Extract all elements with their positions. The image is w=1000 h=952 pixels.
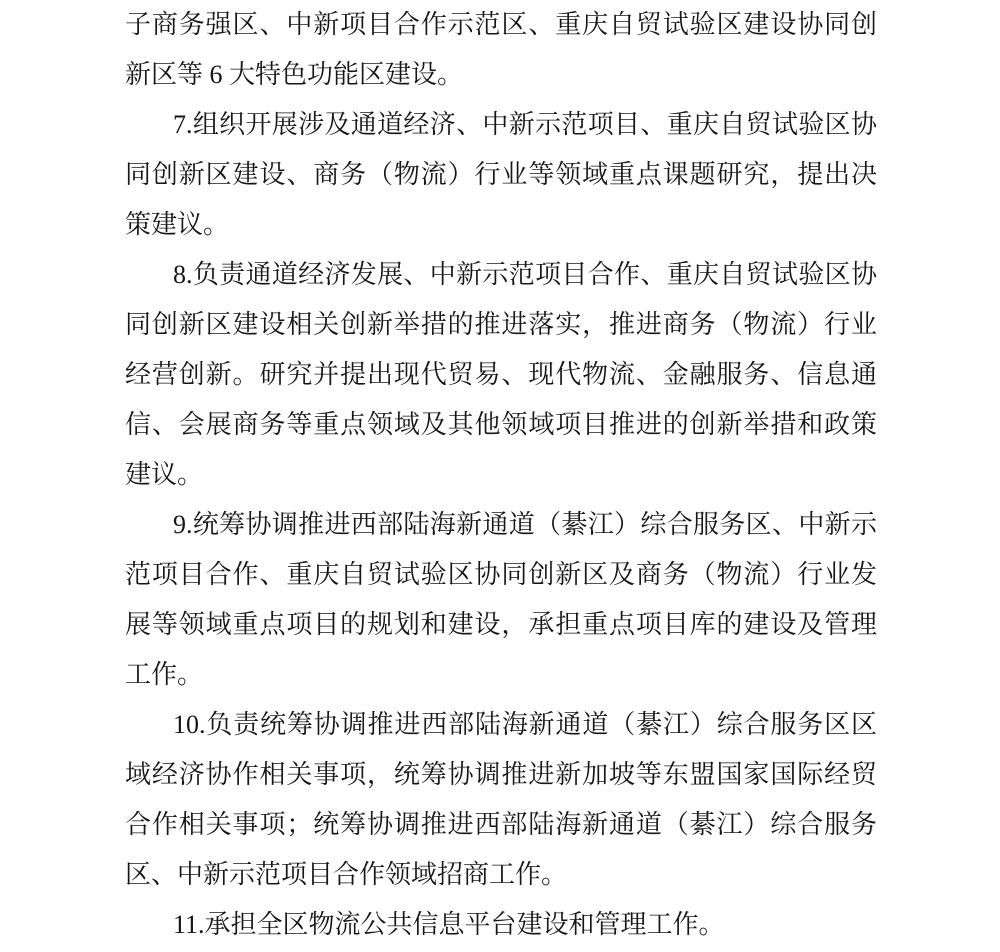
text-line: 策建议。 bbox=[125, 210, 230, 239]
text-line: 经营创新。研究并提出现代贸易、现代物流、金融服务、信息通 bbox=[125, 360, 877, 389]
paragraph-continuation bbox=[125, 0, 877, 100]
text-line: 10.负责统筹协调推进西部陆海新通道（綦江）综合服务区区 bbox=[173, 710, 877, 739]
text-line: 范项目合作、重庆自贸试验区协同创新区及商务（物流）行业发 bbox=[125, 560, 877, 589]
paragraph-item-10 bbox=[125, 700, 877, 900]
text-line: 子商务强区、中新项目合作示范区、重庆自贸试验区建设协同创 bbox=[125, 10, 877, 39]
text-line: 新区等 6 大特色功能区建设。 bbox=[125, 60, 464, 89]
text-line: 区、中新示范项目合作领域招商工作。 bbox=[125, 860, 568, 889]
text-line: 8.负责通道经济发展、中新示范项目合作、重庆自贸试验区协 bbox=[173, 260, 877, 289]
text-line: 同创新区建设、商务（物流）行业等领域重点课题研究，提出决 bbox=[125, 160, 877, 189]
text-line: 合作相关事项；统筹协调推进西部陆海新通道（綦江）综合服务 bbox=[125, 810, 877, 839]
text-line: 工作。 bbox=[125, 660, 204, 689]
text-line: 7.组织开展涉及通道经济、中新示范项目、重庆自贸试验区协 bbox=[173, 110, 877, 139]
document-text bbox=[125, 0, 877, 950]
text-line: 9.统筹协调推进西部陆海新通道（綦江）综合服务区、中新示 bbox=[173, 510, 877, 539]
paragraph-item-8 bbox=[125, 250, 877, 500]
text-line: 同创新区建设相关创新举措的推进落实，推进商务（物流）行业 bbox=[125, 310, 877, 339]
text-line: 11.承担全区物流公共信息平台建设和管理工作。 bbox=[173, 910, 725, 939]
text-line: 信、会展商务等重点领域及其他领域项目推进的创新举措和政策 bbox=[125, 410, 877, 439]
text-line: 展等领域重点项目的规划和建设，承担重点项目库的建设及管理 bbox=[125, 610, 877, 639]
paragraph-item-9 bbox=[125, 500, 877, 700]
text-line: 域经济协作相关事项，统筹协调推进新加坡等东盟国家国际经贸 bbox=[125, 760, 877, 789]
paragraph-item-7 bbox=[125, 100, 877, 250]
paragraph-item-11 bbox=[125, 900, 877, 950]
text-line: 建议。 bbox=[125, 460, 204, 489]
